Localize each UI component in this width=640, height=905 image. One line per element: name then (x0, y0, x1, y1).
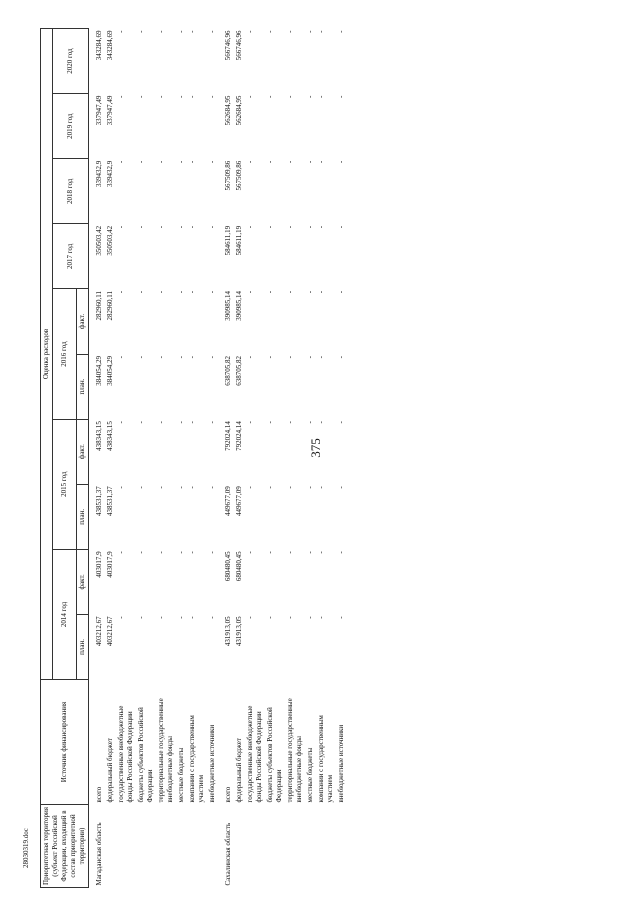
value-cell: - (286, 290, 294, 294)
value-cell: - (337, 290, 345, 294)
value-cell: - (117, 551, 125, 554)
value-cell: - (177, 616, 185, 619)
value-cell: - (188, 160, 196, 164)
value-cell: - (246, 616, 254, 619)
region-cell (234, 805, 245, 888)
value-cell: - (306, 225, 314, 229)
value-cell: 431913,05 (235, 616, 243, 647)
value-cell: - (157, 95, 165, 98)
value-cell: - (337, 30, 345, 33)
value-cell: 438343,15 (106, 421, 114, 451)
header-year-2020: 2020 год (53, 29, 89, 94)
value-cell: - (246, 486, 254, 489)
header-plan-2016: план. (77, 354, 89, 419)
source-cell: местные бюджеты (306, 747, 314, 803)
header-region: Приоритетная территория (субъект Российской Федерации, входящий в состав приоритетной территории) (41, 805, 89, 888)
value-cell: 680480,45 (224, 551, 232, 582)
value-cell: - (188, 356, 196, 359)
value-cell: - (157, 290, 165, 294)
value-cell: - (137, 616, 145, 619)
value-cell: - (137, 160, 145, 164)
value-cell: - (137, 486, 145, 489)
page-number: 375 (307, 438, 323, 458)
value-cell: - (337, 616, 345, 619)
value-cell: 566746,96 (235, 30, 243, 61)
value-cell: 343284,69 (95, 30, 103, 61)
value-cell: - (286, 486, 294, 489)
region-cell (265, 805, 285, 888)
table-header (41, 29, 89, 888)
header-plan-2015: план. (77, 484, 89, 549)
value-cell: - (177, 160, 185, 164)
value-cell: - (137, 421, 145, 424)
source-cell: компании с государственным участием (188, 715, 205, 803)
value-cell: - (337, 160, 345, 164)
table-row (218, 29, 234, 888)
value-cell: 638705,82 (235, 356, 243, 386)
footer-filename: 28030319.doc (22, 828, 30, 868)
value-cell: - (208, 551, 216, 554)
value-cell: - (317, 551, 325, 554)
value-cell: - (337, 356, 345, 359)
value-cell: - (188, 95, 196, 98)
value-cell: - (177, 551, 185, 554)
region-cell (156, 805, 176, 888)
value-cell: - (137, 225, 145, 229)
source-cell: всего (95, 786, 103, 803)
value-cell: - (117, 616, 125, 619)
value-cell: - (208, 225, 216, 229)
header-plan-2014: план. (77, 614, 89, 679)
source-cell-wrap (207, 680, 218, 805)
value-cell: - (266, 290, 274, 294)
value-cell: - (208, 421, 216, 424)
region-cell (136, 805, 156, 888)
value-cell: - (337, 486, 345, 489)
header-year-2014: 2014 год (53, 549, 77, 679)
value-cell: - (208, 290, 216, 294)
table-row (285, 29, 305, 888)
value-cell: - (317, 616, 325, 619)
value-cell: - (157, 356, 165, 359)
header-source: Источник финансирования (41, 680, 89, 805)
table-row (336, 29, 347, 888)
value-cell: - (177, 95, 185, 98)
value-cell: 282960,11 (95, 290, 103, 321)
value-cell: - (117, 486, 125, 489)
value-cell: - (286, 356, 294, 359)
source-cell: бюджеты субъектов Российской Федерации (266, 707, 283, 803)
value-cell: 567509,86 (224, 160, 232, 191)
source-cell: бюджеты субъектов Российской Федерации (137, 707, 154, 803)
value-cell: 638705,82 (224, 356, 232, 386)
value-cell: - (317, 95, 325, 98)
value-cell: - (208, 160, 216, 164)
value-cell: - (266, 225, 274, 229)
region-cell (336, 805, 347, 888)
value-cell: - (266, 95, 274, 98)
table-row (116, 29, 136, 888)
value-cell: 337947,49 (106, 95, 114, 126)
source-cell: государственные внебюджетные фонды Российской Федерации (117, 705, 134, 803)
source-cell-wrap (105, 680, 116, 805)
table-row (156, 29, 176, 888)
value-cell: - (117, 290, 125, 294)
region-cell: Сахалинская область (224, 822, 232, 886)
table-body (89, 29, 348, 888)
value-cell: - (157, 160, 165, 164)
value-cell: 449677,09 (224, 486, 232, 516)
value-cell: - (286, 160, 294, 164)
value-cell: - (317, 30, 325, 33)
value-cell: - (286, 30, 294, 33)
value-cell: - (317, 421, 325, 424)
source-cell-wrap (187, 680, 207, 805)
value-cell: - (208, 95, 216, 98)
value-cell: 282960,11 (106, 290, 114, 321)
value-cell: - (188, 290, 196, 294)
value-cell: - (117, 160, 125, 164)
table-row (234, 29, 245, 888)
value-cell: - (306, 551, 314, 554)
value-cell: - (177, 225, 185, 229)
budget-table (40, 28, 347, 888)
value-cell: - (266, 486, 274, 489)
header-year-2019: 2019 год (53, 94, 89, 159)
value-cell: 431913,05 (224, 616, 232, 647)
value-cell: - (208, 356, 216, 359)
value-cell: - (137, 356, 145, 359)
value-cell: 403212,67 (95, 616, 103, 647)
value-cell: - (117, 95, 125, 98)
value-cell: - (317, 290, 325, 294)
value-cell: - (157, 225, 165, 229)
value-cell: - (306, 616, 314, 619)
value-cell: - (266, 160, 274, 164)
value-cell: 680480,45 (235, 551, 243, 582)
table-row (265, 29, 285, 888)
value-cell: - (117, 225, 125, 229)
source-cell-wrap (316, 680, 336, 805)
value-cell: - (188, 486, 196, 489)
value-cell: - (266, 421, 274, 424)
value-cell: 438531,37 (106, 486, 114, 516)
value-cell: 584611,19 (224, 225, 232, 256)
source-cell: федеральный бюджет (106, 738, 114, 803)
value-cell: - (266, 356, 274, 359)
source-cell: внебюджетные источники (208, 724, 216, 803)
value-cell: - (266, 616, 274, 619)
region-cell (316, 805, 336, 888)
source-cell-wrap (245, 680, 265, 805)
source-cell: внебюджетные источники (337, 724, 345, 803)
header-year-2015: 2015 год (53, 419, 77, 549)
header-fact-2014: факт. (77, 549, 89, 614)
value-cell: - (306, 356, 314, 359)
value-cell: 438531,37 (95, 486, 103, 516)
source-cell-wrap (285, 680, 305, 805)
header-fact-2016: факт. (77, 289, 89, 354)
value-cell: - (306, 95, 314, 98)
table-row (305, 29, 316, 888)
table-row (105, 29, 116, 888)
value-cell: - (286, 421, 294, 424)
source-cell: государственные внебюджетные фонды Российской Федерации (246, 705, 263, 803)
source-cell-wrap (265, 680, 285, 805)
value-cell: - (137, 290, 145, 294)
value-cell: 337947,49 (95, 95, 103, 126)
value-cell: 350503,42 (95, 225, 103, 256)
value-cell: - (317, 225, 325, 229)
value-cell: - (177, 421, 185, 424)
value-cell: 792024,14 (235, 421, 243, 451)
source-cell-wrap (336, 680, 347, 805)
region-cell (207, 805, 218, 888)
value-cell: - (337, 95, 345, 98)
value-cell: 403212,67 (106, 616, 114, 647)
value-cell: - (188, 616, 196, 619)
source-cell: территориальные государственные внебюджетные фонды (286, 698, 303, 803)
header-estimate: Оценка расходов (41, 29, 53, 680)
region-cell: Магаданская область (95, 822, 103, 886)
region-cell (176, 805, 187, 888)
value-cell: - (317, 486, 325, 489)
value-cell: - (208, 486, 216, 489)
value-cell: - (117, 356, 125, 359)
value-cell: - (117, 421, 125, 424)
region-cell (187, 805, 207, 888)
table-row (207, 29, 218, 888)
value-cell: 567509,86 (235, 160, 243, 191)
value-cell: - (157, 30, 165, 33)
value-cell: - (266, 30, 274, 33)
value-cell: - (177, 356, 185, 359)
table-row (245, 29, 265, 888)
value-cell: - (188, 421, 196, 424)
source-cell-wrap (176, 680, 187, 805)
value-cell: - (157, 616, 165, 619)
value-cell: - (246, 95, 254, 98)
value-cell: - (177, 486, 185, 489)
value-cell: - (306, 421, 314, 424)
value-cell: - (337, 551, 345, 554)
value-cell: - (306, 290, 314, 294)
region-cell (245, 805, 265, 888)
value-cell: - (188, 225, 196, 229)
table-row (176, 29, 187, 888)
source-cell: территориальные государственные внебюджетные фонды (157, 698, 174, 803)
value-cell: 792024,14 (224, 421, 232, 451)
value-cell: 562684,95 (235, 95, 243, 126)
value-cell: - (246, 160, 254, 164)
value-cell: - (157, 486, 165, 489)
source-cell-wrap (234, 680, 245, 805)
value-cell: - (317, 160, 325, 164)
table-row (89, 29, 106, 888)
value-cell: - (246, 225, 254, 229)
value-cell: - (208, 30, 216, 33)
table-row (187, 29, 207, 888)
value-cell: - (337, 421, 345, 424)
source-cell-wrap (305, 680, 316, 805)
value-cell: 449677,09 (235, 486, 243, 516)
value-cell: 403017,9 (106, 551, 114, 578)
table-row (136, 29, 156, 888)
header-year-2017: 2017 год (53, 224, 89, 289)
source-cell: всего (224, 786, 232, 803)
value-cell: - (188, 551, 196, 554)
value-cell: - (117, 30, 125, 33)
value-cell: 403017,9 (95, 551, 103, 578)
value-cell: - (286, 616, 294, 619)
header-year-2018: 2018 год (53, 159, 89, 224)
value-cell: - (337, 225, 345, 229)
value-cell: 384054,29 (95, 356, 103, 386)
value-cell: - (246, 356, 254, 359)
source-cell-wrap (89, 680, 106, 805)
value-cell: - (246, 30, 254, 33)
value-cell: - (266, 551, 274, 554)
value-cell: 566746,96 (224, 30, 232, 61)
value-cell: - (208, 616, 216, 619)
value-cell: - (306, 486, 314, 489)
value-cell: 384054,29 (106, 356, 114, 386)
value-cell: 339432,9 (95, 160, 103, 187)
value-cell: - (157, 421, 165, 424)
source-cell-wrap (136, 680, 156, 805)
value-cell: - (188, 30, 196, 33)
region-cell (305, 805, 316, 888)
budget-table-frame (40, 28, 620, 888)
value-cell: - (286, 95, 294, 98)
value-cell: - (246, 551, 254, 554)
region-cell (105, 805, 116, 888)
value-cell: - (137, 551, 145, 554)
value-cell: 584611,19 (235, 225, 243, 256)
value-cell: - (137, 95, 145, 98)
source-cell-wrap (156, 680, 176, 805)
value-cell: - (157, 551, 165, 554)
source-cell: федеральный бюджет (235, 738, 243, 803)
value-cell: - (177, 30, 185, 33)
value-cell: 343284,69 (106, 30, 114, 61)
value-cell: - (246, 290, 254, 294)
value-cell: - (306, 30, 314, 33)
region-cell (116, 805, 136, 888)
region-cell (285, 805, 305, 888)
value-cell: - (177, 290, 185, 294)
value-cell: 350503,42 (106, 225, 114, 256)
value-cell: - (286, 225, 294, 229)
value-cell: - (306, 160, 314, 164)
value-cell: 390985,14 (224, 290, 232, 321)
value-cell: - (137, 30, 145, 33)
source-cell-wrap (116, 680, 136, 805)
header-fact-2015: факт. (77, 419, 89, 484)
source-cell-wrap (218, 680, 234, 805)
source-cell: компании с государственным участием (317, 715, 334, 803)
source-cell: местные бюджеты (177, 747, 185, 803)
value-cell: - (246, 421, 254, 424)
value-cell: 339432,9 (106, 160, 114, 187)
value-cell: 390985,14 (235, 290, 243, 321)
table-row (316, 29, 336, 888)
value-cell: 438343,15 (95, 421, 103, 451)
value-cell: - (286, 551, 294, 554)
header-year-2016: 2016 год (53, 289, 77, 419)
value-cell: - (317, 356, 325, 359)
value-cell: 562684,95 (224, 95, 232, 126)
